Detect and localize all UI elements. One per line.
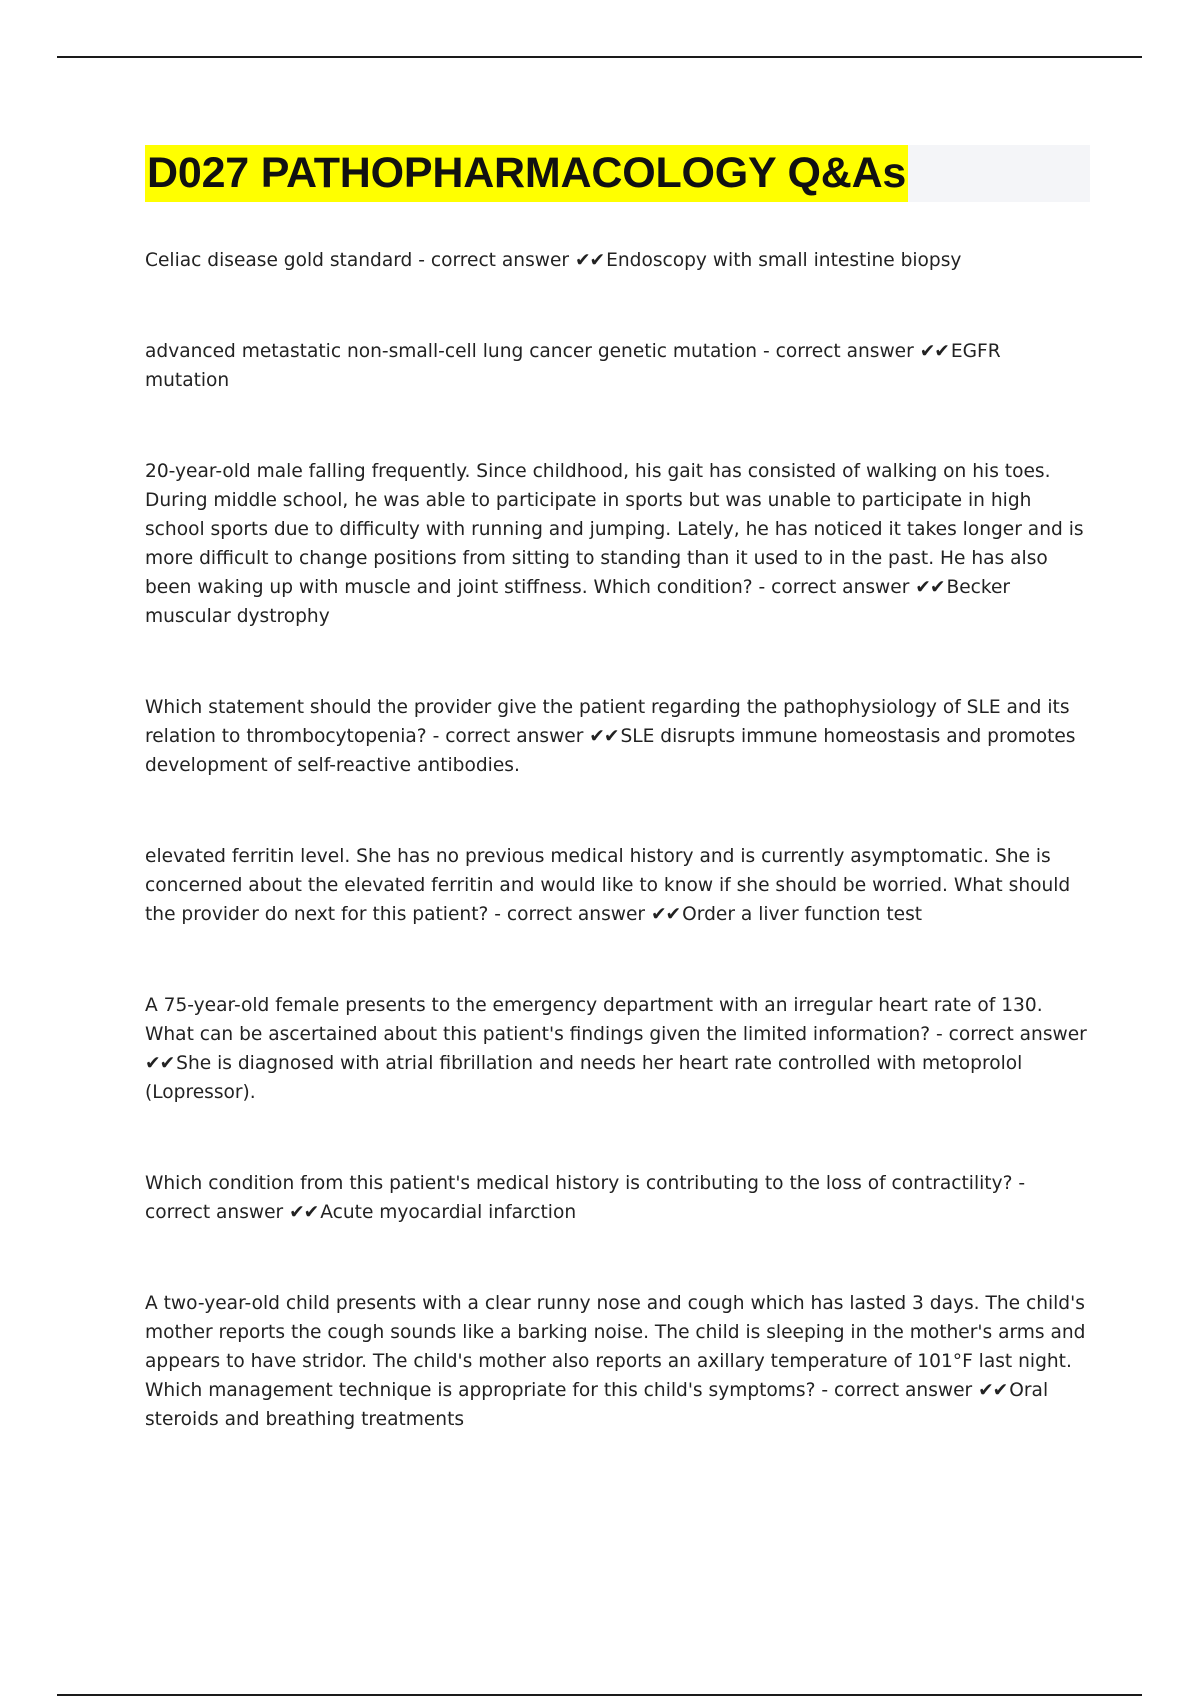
title-box <box>145 145 1090 202</box>
question-text: A 75-year-old female presents to the emergency department with an irregular heart rate of 130. What can be ascertained about this patient's findings given the limited information? - correct answer <box>145 995 1087 1045</box>
question-text: Which statement should the provider give the patient regarding the pathophysiology of SLE and its relation to thrombocytopenia? - correct answer <box>145 697 1070 747</box>
checkmark-icon: ✔✔ <box>145 1053 175 1074</box>
answer-text: She is diagnosed with atrial fibrillation and needs her heart rate controlled with metoprolol (Lopressor). <box>145 1053 1023 1103</box>
qa-item <box>145 1169 1090 1227</box>
answer-text: Becker muscular dystrophy <box>145 577 1011 627</box>
qa-item <box>145 693 1090 780</box>
question-text: A two-year-old child presents with a clear runny nose and cough which has lasted 3 days. The child's mother reports the cough sounds like a barking noise. The child is sleeping in the mother's arms and appears to have stridor. The child's mother also reports an axillary temperature of 101°F last night. Which management technique is appropriate for this child's symptoms? - correct answer <box>145 1293 1086 1401</box>
qa-item <box>145 337 1090 395</box>
checkmark-icon: ✔✔ <box>919 341 949 362</box>
qa-item <box>145 457 1090 631</box>
qa-item <box>145 842 1090 929</box>
document-title: D027 PATHOPHARMACOLOGY Q&As <box>145 145 908 202</box>
answer-text: Oral steroids and breathing treatments <box>145 1380 1049 1430</box>
qa-list <box>145 246 1090 1496</box>
answer-text: EGFR mutation <box>145 341 1001 391</box>
question-text: elevated ferritin level. She has no previous medical history and is currently asymptomatic. She is concerned about the elevated ferritin and would like to know if she should be worried. What should the provider do next for this patient? - correct answer <box>145 846 1071 925</box>
question-text: 20-year-old male falling frequently. Since childhood, his gait has consisted of walking on his toes. During middle school, he was able to participate in sports but was unable to participate in high school sports due to difficulty with running and jumping. Lately, he has noticed it takes longer and is more difficult to change positions from sitting to standing than it used to in the past. He has also been waking up with muscle and joint stiffness. Which condition? - correct answer <box>145 461 1084 598</box>
checkmark-icon: ✔✔ <box>589 726 619 747</box>
checkmark-icon: ✔✔ <box>650 904 681 925</box>
answer-text: Order a liver function test <box>682 904 923 925</box>
checkmark-icon: ✔✔ <box>574 250 605 271</box>
answer-text: SLE disrupts immune homeostasis and promotes development of self-reactive antibodies. <box>145 726 1076 776</box>
footer-rule <box>57 1694 1142 1696</box>
header-rule <box>57 56 1142 58</box>
question-text: advanced metastatic non-small-cell lung cancer genetic mutation - correct answer <box>145 341 920 362</box>
qa-item <box>145 1289 1090 1434</box>
answer-text: Endoscopy with small intestine biopsy <box>606 250 962 271</box>
question-text: Celiac disease gold standard - correct answer <box>145 250 575 271</box>
qa-item <box>145 246 1090 275</box>
checkmark-icon: ✔✔ <box>978 1380 1008 1401</box>
question-text: Which condition from this patient's medical history is contributing to the loss of contractility? - correct answer <box>145 1173 1026 1223</box>
qa-item <box>145 991 1090 1107</box>
checkmark-icon: ✔✔ <box>915 577 945 598</box>
checkmark-icon: ✔✔ <box>289 1202 319 1223</box>
answer-text: Acute myocardial infarction <box>320 1202 577 1223</box>
